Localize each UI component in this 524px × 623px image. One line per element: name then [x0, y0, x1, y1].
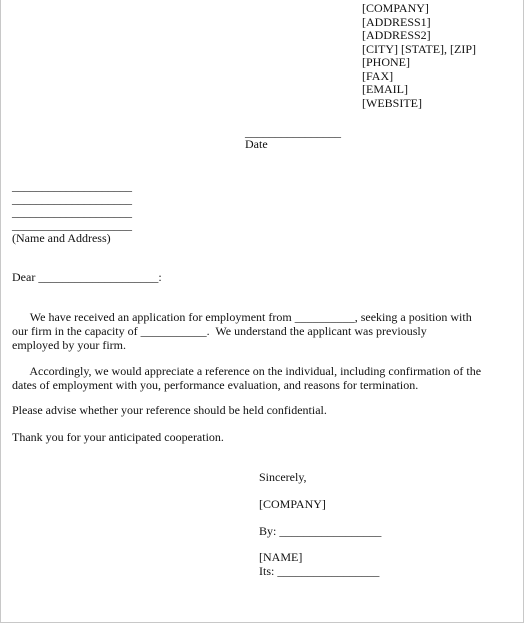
recipient-line-3: ____________________ — [12, 205, 132, 219]
paragraph-line: We have received an application for employment from __________, seeking a position with — [12, 310, 472, 324]
letterhead-fax: [FAX] — [362, 68, 394, 83]
letterhead-address2: [ADDRESS2] — [362, 28, 431, 42]
date-line: ________________ — [245, 125, 341, 139]
paragraph-line: dates of employment with you, performance evaluation, and reasons for termination. — [12, 378, 419, 392]
letterhead-city-state-zip: [CITY] [STATE], [ZIP] — [362, 41, 477, 56]
body-paragraph-4: Thank you for your anticipated cooperation. — [12, 430, 224, 444]
letterhead-address1: [ADDRESS1] — [362, 14, 431, 29]
closing-company: [COMPANY] — [259, 497, 326, 511]
paragraph-line: Accordingly, we would appreciate a reference on the individual, including confirmation of the — [12, 364, 482, 378]
closing-name: [NAME] — [259, 550, 303, 564]
date-label: Date — [245, 137, 268, 151]
body-paragraph-1 — [12, 310, 520, 352]
letterhead-website: [WEBSITE] — [362, 95, 422, 110]
closing-sincerely: Sincerely, — [259, 470, 307, 484]
closing-its-line: Its: _________________ — [259, 564, 380, 578]
salutation: Dear ____________________: — [12, 270, 162, 284]
body-paragraph-3: Please advise whether your reference should be held confidential. — [12, 403, 327, 417]
closing-by-line: By: _________________ — [259, 524, 382, 538]
recipient-label: (Name and Address) — [12, 231, 111, 245]
letterhead-email: [EMAIL] — [362, 82, 408, 96]
letterhead — [362, 2, 476, 110]
recipient-line-1: ____________________ — [12, 179, 132, 193]
recipient-line-2: ____________________ — [12, 192, 132, 206]
letterhead-company: [COMPANY] — [362, 1, 429, 15]
paragraph-line: our firm in the capacity of ___________. We understand the applicant was previously — [12, 324, 427, 338]
letterhead-phone: [PHONE] — [362, 55, 410, 69]
recipient-line-4: ____________________ — [12, 218, 132, 232]
paragraph-line: employed by your firm. — [12, 338, 126, 352]
body-paragraph-2 — [12, 364, 520, 392]
